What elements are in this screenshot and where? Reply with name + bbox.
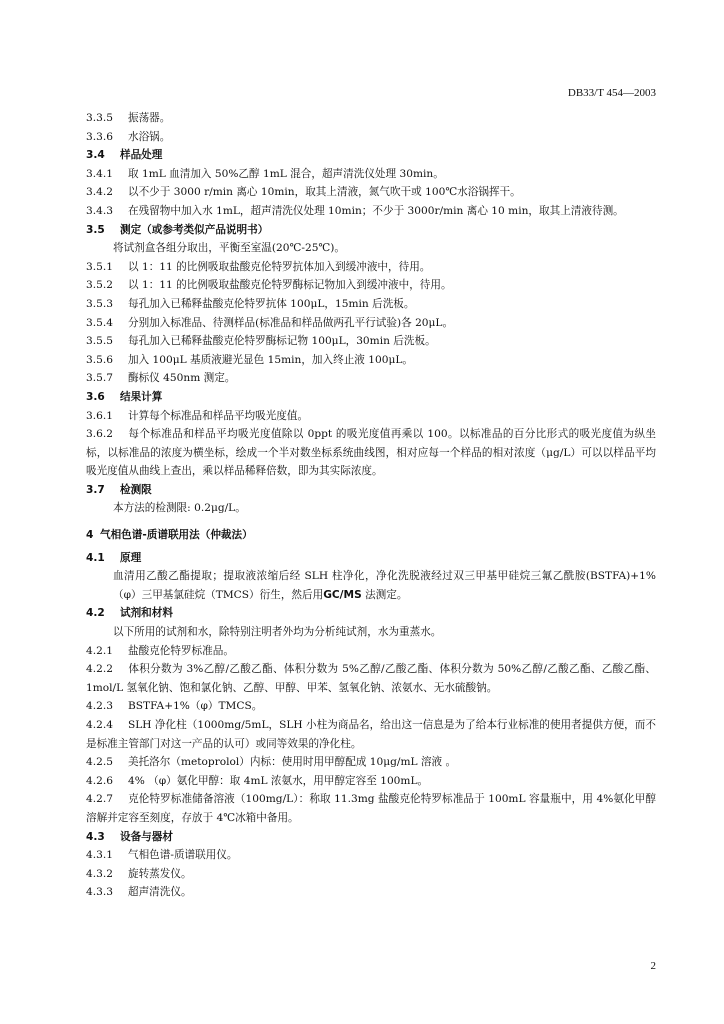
clause-number: 4.2.5	[86, 756, 113, 769]
clause-text: 4% （φ）氨化甲醇：取 4mL 浓氨水，用甲醇定容至 100mL。	[128, 774, 429, 787]
page-number: 2	[650, 960, 656, 972]
clause-number: 4.3.2	[86, 867, 113, 880]
clause-number: 3.4.3	[86, 204, 113, 217]
paragraph-text: 将试剂盒各组分取出，平衡至室温(20℃-25℃)。	[113, 242, 346, 255]
clause	[86, 697, 656, 716]
clause	[86, 183, 656, 202]
section-title: 设备与器材	[120, 830, 173, 843]
clause-text: 在残留物中加入水 1mL，超声清洗仪处理 10min；不少于 3000r/min 离心 10 min，取其上清液待测。	[128, 204, 624, 217]
clause	[86, 772, 656, 791]
clause-number: 3.4.2	[86, 186, 113, 199]
section-heading	[86, 221, 656, 240]
clause	[86, 660, 656, 697]
clause-number: 3.5.4	[86, 316, 113, 329]
clause	[86, 276, 656, 295]
clause-text: 盐酸克伦特罗标准品。	[128, 644, 234, 657]
clause-number: 4.2.2	[86, 663, 113, 676]
clause-number: 3.5.5	[86, 335, 113, 348]
paragraph-tail: 法测定。	[361, 588, 408, 601]
section-number: 3.4	[86, 149, 105, 162]
clause	[86, 351, 656, 370]
clause-number: 4.3.1	[86, 849, 113, 862]
clause-number: 4.2.6	[86, 774, 113, 787]
section-number: 4.2	[86, 607, 105, 620]
clause-text: SLH 净化柱（1000mg/5mL，SLH 小柱为商品名，给出这一信息是为了给本行业标准的使用者提供方便，而不是标准主管部门对这一产品的认可）或同等效果的净化柱。	[86, 719, 656, 750]
section-heading	[86, 146, 656, 165]
paragraph-text: 本方法的检测限: 0.2μg/L。	[113, 502, 246, 515]
clause-number: 3.4.1	[86, 167, 113, 180]
paragraph	[86, 623, 656, 642]
clause-number: 4.3.3	[86, 886, 113, 899]
clause	[86, 883, 656, 902]
clause	[86, 165, 656, 184]
section-number: 3.7	[86, 483, 105, 496]
clause	[86, 202, 656, 221]
clause	[86, 407, 656, 426]
clause-number: 4.2.1	[86, 644, 113, 657]
section-number: 4.1	[86, 551, 105, 564]
clause	[86, 314, 656, 333]
clause-text: 旋转蒸发仪。	[128, 867, 192, 880]
paragraph	[86, 499, 656, 518]
clause-text: 以 1：11 的比例吸取盐酸克伦特罗抗体加入到缓冲液中，待用。	[128, 260, 431, 273]
section-title: 检测限	[120, 483, 152, 496]
clause-number: 3.6.1	[86, 409, 113, 422]
clause-text: 每孔加入已稀释盐酸克伦特罗抗体 100μL，15min 后洗板。	[128, 297, 415, 310]
clause	[86, 295, 656, 314]
clause-text: 酶标仪 450nm 测定。	[128, 372, 236, 385]
clause-text: 取 1mL 血清加入 50%乙醇 1mL 混合，超声清洗仪处理 30min。	[128, 167, 444, 180]
clause-text: 气相色谱-质谱联用仪。	[128, 849, 238, 862]
clause	[86, 128, 656, 147]
section-title: 原理	[120, 551, 142, 564]
paragraph	[86, 567, 656, 604]
section-title: 结果计算	[120, 390, 163, 403]
clause-number: 4.2.4	[86, 719, 113, 731]
clause-text: 每孔加入已稀释盐酸克伦特罗酶标记物 100μL，30min 后洗板。	[128, 335, 436, 348]
clause-number: 3.5.6	[86, 353, 113, 366]
method-abbrev: GC/MS	[323, 588, 362, 601]
clause	[86, 790, 656, 827]
section-heading	[86, 604, 656, 623]
clause	[86, 753, 656, 772]
paragraph	[86, 239, 656, 258]
section-title: 气相色谱-质谱联用法（仲裁法）	[100, 529, 253, 542]
clause	[86, 369, 656, 388]
section-heading	[86, 481, 656, 500]
clause	[86, 716, 656, 753]
clause-text: BSTFA+1%（φ）TMCS。	[128, 700, 263, 713]
clause-text: 克伦特罗标准储备溶液（100mg/L）：称取 11.3mg 盐酸克伦特罗标准品于 100mL 容量瓶中，用 4%氨化甲醇溶解并定容至刻度，存放于 4℃冰箱中备用。	[86, 793, 656, 824]
clause-text: 美托洛尔（metoprolol）内标：使用时用甲醇配成 10μg/mL 溶液 。	[128, 756, 457, 769]
clause-text: 以 1：11 的比例吸取盐酸克伦特罗酶标记物加入到缓冲液中，待用。	[128, 279, 452, 292]
clause	[86, 642, 656, 661]
clause-text: 加入 100μL 基质液避光显色 15min，加入终止液 100μL。	[128, 353, 413, 366]
clause-number: 3.5.7	[86, 372, 113, 385]
document-body	[86, 109, 656, 902]
section-title: 测定（或参考类似产品说明书）	[120, 223, 269, 236]
standard-code: DB33/T 454—2003	[567, 87, 656, 99]
section-number: 4	[86, 529, 94, 542]
clause-text: 水浴锅。	[128, 130, 171, 143]
clause-text: 超声清洗仪。	[128, 886, 192, 899]
paragraph-text: 以下所用的试剂和水，除特别注明者外均为分析纯试剂，水为重蒸水。	[113, 626, 442, 639]
clause-number: 4.2.3	[86, 700, 113, 713]
clause-number: 3.3.6	[86, 130, 113, 143]
clause	[86, 865, 656, 884]
clause	[86, 109, 656, 128]
clause-number: 3.5.2	[86, 279, 113, 292]
clause	[86, 846, 656, 865]
clause	[86, 425, 656, 481]
section-title: 试剂和材料	[120, 607, 173, 620]
clause-number: 3.3.5	[86, 112, 113, 124]
section-heading	[86, 526, 656, 545]
section-number: 4.3	[86, 830, 105, 843]
section-heading	[86, 388, 656, 407]
section-number: 3.5	[86, 223, 105, 236]
clause-text: 计算每个标准品和样品平均吸光度值。	[128, 409, 309, 422]
clause	[86, 258, 656, 277]
clause-number: 3.5.1	[86, 260, 113, 273]
paragraph-text: 血清用乙酸乙酯提取；提取液浓缩后经 SLH 柱净化，净化洗脱液经过双三甲基甲硅烷三氟乙酰胺(BSTFA)+1%（φ）三甲基氯硅烷（TMCS）衍生，然后用	[113, 570, 656, 601]
section-title: 样品处理	[120, 149, 163, 162]
clause	[86, 332, 656, 351]
clause-text: 振荡器。	[128, 112, 171, 124]
clause-text: 以不少于 3000 r/min 离心 10min，取其上清液，氮气吹干或 100℃水浴锅挥干。	[128, 186, 521, 199]
section-heading	[86, 549, 656, 568]
clause-text: 体积分数为 3%乙醇/乙酸乙酯、体积分数为 5%乙醇/乙酸乙酯、体积分数为 50%乙醇/乙酸乙酯、乙酸乙酯、1mol/L 氢氧化钠、饱和氯化钠、乙醇、甲醇、甲苯、氢氧化钠、浓氨水、无水硫酸钠。	[86, 663, 656, 694]
clause-number: 3.5.3	[86, 297, 113, 310]
clause-text: 每个标准品和样品平均吸光度值除以 0ppt 的吸光度值再乘以 100。以标准品的百分比形式的吸光度值为纵坐标，以标准品的浓度为横坐标，绘成一个半对数坐标系统曲线图，相对应每一个样品的相对浓度（μg/L）可以以样品平均吸光度值从曲线上查出，乘以样品稀释倍数，即为其实际浓度。	[86, 428, 656, 478]
clause-number: 4.2.7	[86, 793, 113, 806]
section-number: 3.6	[86, 390, 105, 403]
clause-text: 分别加入标准品、待测样品(标准品和样品做两孔平行试验)各 20μL。	[128, 316, 454, 329]
section-heading	[86, 828, 656, 847]
clause-number: 3.6.2	[86, 428, 113, 441]
